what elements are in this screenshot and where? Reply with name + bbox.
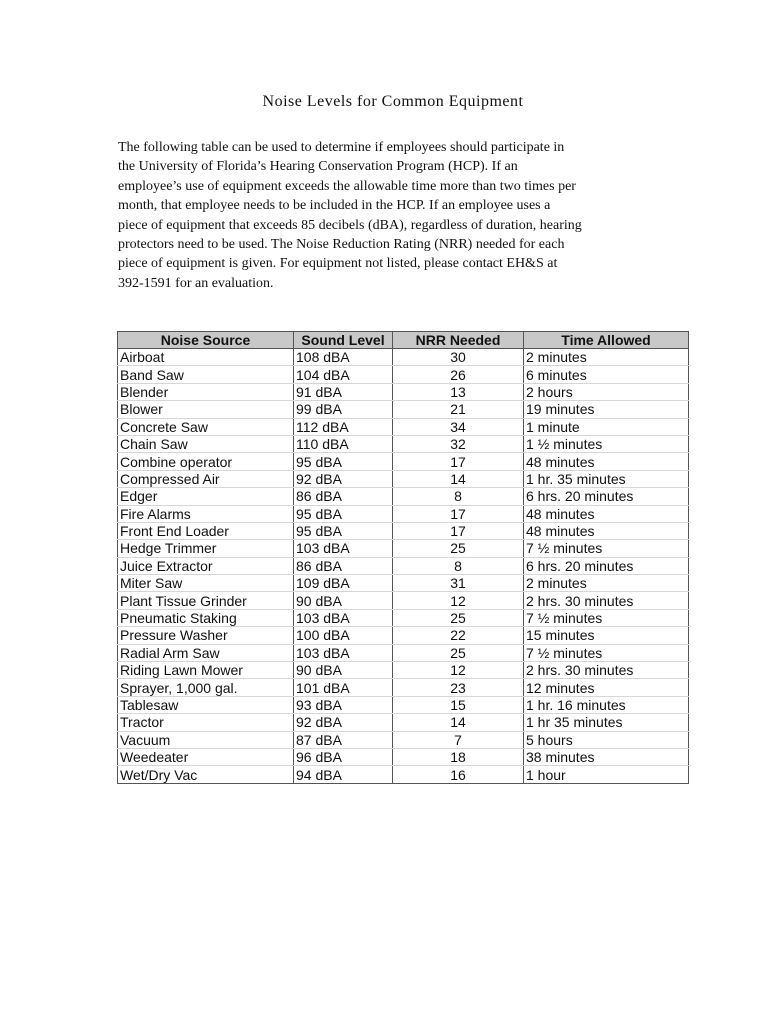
sound-level-cell: 92 dBA: [294, 470, 393, 487]
time-allowed-cell: 7 ½ minutes: [524, 540, 689, 557]
time-allowed-cell: 1 hr 35 minutes: [524, 714, 689, 731]
noise-source-cell: Tractor: [118, 714, 294, 731]
noise-source-cell: Blower: [118, 401, 294, 418]
table-row: [118, 540, 689, 557]
noise-source-cell: Vacuum: [118, 731, 294, 748]
intro-line: protectors need to be used. The Noise Reduction Rating (NRR) needed for each: [118, 237, 565, 253]
intro-line: piece of equipment is given. For equipment not listed, please contact EH&S at: [118, 256, 558, 272]
sound-level-cell: 90 dBA: [294, 662, 393, 679]
table-row: [118, 453, 689, 470]
time-allowed-cell: 15 minutes: [524, 627, 689, 644]
time-allowed-cell: 6 hrs. 20 minutes: [524, 488, 689, 505]
time-allowed-cell: 6 hrs. 20 minutes: [524, 557, 689, 574]
table-header-row: [118, 332, 689, 349]
nrr-needed-cell: 17: [393, 522, 524, 539]
nrr-needed-cell: 14: [393, 470, 524, 487]
intro-line: the University of Florida’s Hearing Conservation Program (HCP). If an: [118, 159, 518, 175]
time-allowed-cell: 48 minutes: [524, 453, 689, 470]
noise-levels-table: [117, 331, 689, 784]
nrr-needed-cell: 30: [393, 349, 524, 366]
sound-level-cell: 103 dBA: [294, 644, 393, 661]
sound-level-cell: 95 dBA: [294, 505, 393, 522]
nrr-needed-cell: 16: [393, 766, 524, 783]
table-row: [118, 522, 689, 539]
nrr-needed-cell: 26: [393, 366, 524, 383]
time-allowed-cell: 2 hrs. 30 minutes: [524, 592, 689, 609]
noise-source-cell: Miter Saw: [118, 575, 294, 592]
table-row: [118, 696, 689, 713]
noise-source-cell: Weedeater: [118, 748, 294, 765]
intro-line: employee’s use of equipment exceeds the allowable time more than two times per: [118, 178, 576, 194]
table-row: [118, 609, 689, 626]
table-row: [118, 366, 689, 383]
noise-source-cell: Sprayer, 1,000 gal.: [118, 679, 294, 696]
nrr-needed-cell: 21: [393, 401, 524, 418]
sound-level-cell: 100 dBA: [294, 627, 393, 644]
time-allowed-cell: 5 hours: [524, 731, 689, 748]
sound-level-cell: 87 dBA: [294, 731, 393, 748]
time-allowed-cell: 2 minutes: [524, 575, 689, 592]
nrr-needed-cell: 14: [393, 714, 524, 731]
table-row: [118, 748, 689, 765]
noise-source-cell: Edger: [118, 488, 294, 505]
noise-source-cell: Riding Lawn Mower: [118, 662, 294, 679]
noise-source-cell: Fire Alarms: [118, 505, 294, 522]
nrr-needed-cell: 25: [393, 540, 524, 557]
nrr-needed-cell: 17: [393, 453, 524, 470]
sound-level-cell: 103 dBA: [294, 540, 393, 557]
sound-level-cell: 86 dBA: [294, 488, 393, 505]
noise-source-cell: Juice Extractor: [118, 557, 294, 574]
sound-level-cell: 94 dBA: [294, 766, 393, 783]
table-row: [118, 662, 689, 679]
nrr-needed-cell: 25: [393, 609, 524, 626]
table-row: [118, 714, 689, 731]
time-allowed-cell: 19 minutes: [524, 401, 689, 418]
table-row: [118, 766, 689, 783]
intro-line: month, that employee needs to be included in the HCP. If an employee uses a: [118, 198, 551, 214]
sound-level-cell: 86 dBA: [294, 557, 393, 574]
table-row: [118, 679, 689, 696]
time-allowed-cell: 1 hour: [524, 766, 689, 783]
time-allowed-cell: 12 minutes: [524, 679, 689, 696]
table-row: [118, 488, 689, 505]
nrr-needed-cell: 8: [393, 557, 524, 574]
time-allowed-cell: 48 minutes: [524, 522, 689, 539]
nrr-needed-cell: 17: [393, 505, 524, 522]
noise-source-cell: Chain Saw: [118, 435, 294, 452]
intro-paragraph: [118, 138, 678, 293]
intro-line: piece of equipment that exceeds 85 decibels (dBA), regardless of duration, hearing: [118, 217, 582, 233]
time-allowed-cell: 2 minutes: [524, 349, 689, 366]
sound-level-cell: 93 dBA: [294, 696, 393, 713]
time-allowed-cell: 48 minutes: [524, 505, 689, 522]
table-row: [118, 418, 689, 435]
nrr-needed-cell: 12: [393, 662, 524, 679]
page-title: Noise Levels for Common Equipment: [262, 93, 524, 110]
sound-level-cell: 96 dBA: [294, 748, 393, 765]
time-allowed-cell: 2 hours: [524, 383, 689, 400]
table-row: [118, 731, 689, 748]
time-allowed-cell: 1 hr. 16 minutes: [524, 696, 689, 713]
noise-source-cell: Hedge Trimmer: [118, 540, 294, 557]
table-row: [118, 349, 689, 366]
header-time-allowed: Time Allowed: [524, 332, 689, 349]
noise-source-cell: Airboat: [118, 349, 294, 366]
noise-source-cell: Band Saw: [118, 366, 294, 383]
table-row: [118, 644, 689, 661]
sound-level-cell: 92 dBA: [294, 714, 393, 731]
table-row: [118, 575, 689, 592]
sound-level-cell: 103 dBA: [294, 609, 393, 626]
sound-level-cell: 91 dBA: [294, 383, 393, 400]
sound-level-cell: 99 dBA: [294, 401, 393, 418]
sound-level-cell: 101 dBA: [294, 679, 393, 696]
nrr-needed-cell: 18: [393, 748, 524, 765]
nrr-needed-cell: 25: [393, 644, 524, 661]
nrr-needed-cell: 12: [393, 592, 524, 609]
nrr-needed-cell: 8: [393, 488, 524, 505]
sound-level-cell: 109 dBA: [294, 575, 393, 592]
time-allowed-cell: 7 ½ minutes: [524, 609, 689, 626]
nrr-needed-cell: 22: [393, 627, 524, 644]
sound-level-cell: 110 dBA: [294, 435, 393, 452]
time-allowed-cell: 7 ½ minutes: [524, 644, 689, 661]
time-allowed-cell: 1 ½ minutes: [524, 435, 689, 452]
nrr-needed-cell: 15: [393, 696, 524, 713]
noise-source-cell: Radial Arm Saw: [118, 644, 294, 661]
nrr-needed-cell: 23: [393, 679, 524, 696]
table-row: [118, 383, 689, 400]
noise-source-cell: Pressure Washer: [118, 627, 294, 644]
noise-source-cell: Wet/Dry Vac: [118, 766, 294, 783]
table-row: [118, 435, 689, 452]
table-row: [118, 505, 689, 522]
table-row: [118, 401, 689, 418]
sound-level-cell: 90 dBA: [294, 592, 393, 609]
time-allowed-cell: 6 minutes: [524, 366, 689, 383]
sound-level-cell: 112 dBA: [294, 418, 393, 435]
nrr-needed-cell: 7: [393, 731, 524, 748]
table-row: [118, 470, 689, 487]
header-noise-source: Noise Source: [118, 332, 294, 349]
sound-level-cell: 104 dBA: [294, 366, 393, 383]
noise-source-cell: Blender: [118, 383, 294, 400]
noise-source-cell: Combine operator: [118, 453, 294, 470]
nrr-needed-cell: 31: [393, 575, 524, 592]
sound-level-cell: 95 dBA: [294, 522, 393, 539]
nrr-needed-cell: 32: [393, 435, 524, 452]
time-allowed-cell: 1 minute: [524, 418, 689, 435]
intro-line: 392-1591 for an evaluation.: [118, 275, 274, 291]
table-row: [118, 627, 689, 644]
table-body: [118, 349, 689, 784]
time-allowed-cell: 1 hr. 35 minutes: [524, 470, 689, 487]
noise-source-cell: Concrete Saw: [118, 418, 294, 435]
noise-source-cell: Front End Loader: [118, 522, 294, 539]
noise-source-cell: Tablesaw: [118, 696, 294, 713]
noise-source-cell: Pneumatic Staking: [118, 609, 294, 626]
noise-source-cell: Plant Tissue Grinder: [118, 592, 294, 609]
header-nrr-needed: NRR Needed: [393, 332, 524, 349]
sound-level-cell: 95 dBA: [294, 453, 393, 470]
nrr-needed-cell: 13: [393, 383, 524, 400]
intro-line: The following table can be used to determine if employees should participate in: [118, 140, 565, 155]
time-allowed-cell: 2 hrs. 30 minutes: [524, 662, 689, 679]
time-allowed-cell: 38 minutes: [524, 748, 689, 765]
table-row: [118, 592, 689, 609]
header-sound-level: Sound Level: [294, 332, 393, 349]
table-row: [118, 557, 689, 574]
nrr-needed-cell: 34: [393, 418, 524, 435]
sound-level-cell: 108 dBA: [294, 349, 393, 366]
noise-source-cell: Compressed Air: [118, 470, 294, 487]
